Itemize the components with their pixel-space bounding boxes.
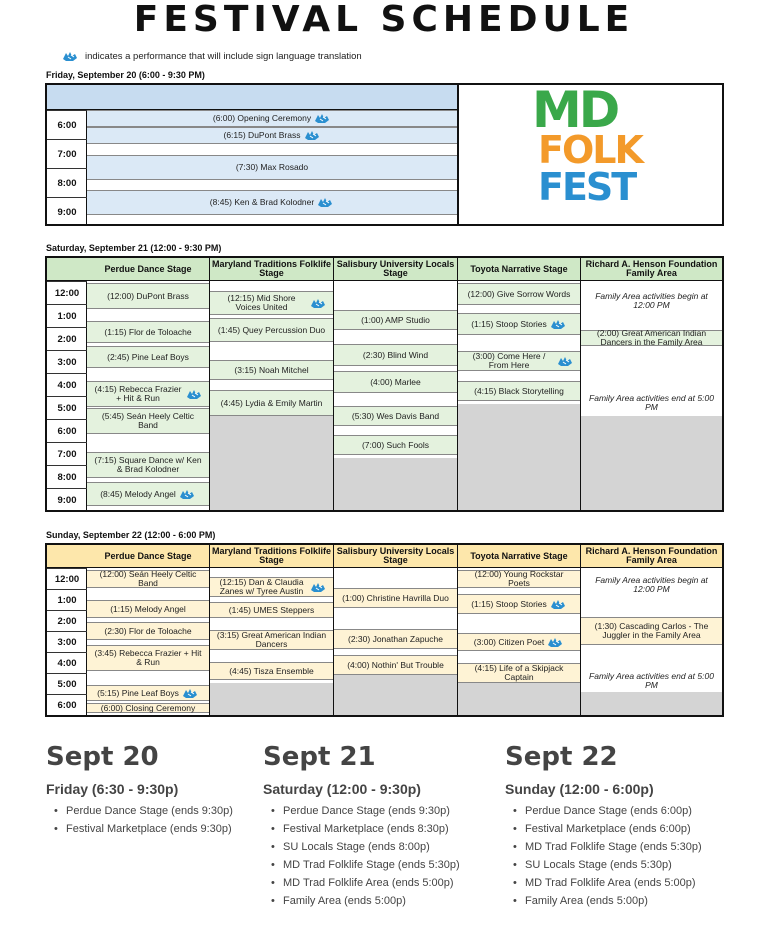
schedule-event: [87, 346, 209, 368]
time-label: 8:00: [47, 465, 87, 488]
event-title: (6:15) DuPont Brass: [223, 130, 301, 140]
event-title: Family Area activities end at 5:00 PM: [589, 671, 714, 690]
event-title: (2:30) Flor de Toloache: [104, 625, 192, 636]
event-title: (7:30) Max Rosado: [235, 162, 309, 172]
sign-language-icon: [304, 130, 321, 141]
schedule-event: [87, 645, 209, 671]
schedule-event: [210, 360, 333, 380]
schedule-event: [334, 310, 457, 330]
unscheduled-block: [581, 416, 722, 510]
schedule-event: [87, 381, 209, 407]
column-header: Richard A. Henson Foundation Family Area: [581, 258, 722, 281]
sign-language-icon: [550, 319, 567, 330]
event-title: (4:15) Life of a Skipjack Captain: [474, 663, 564, 682]
schedule-event: [581, 394, 722, 412]
schedule-event: [458, 663, 580, 683]
stage-column: [334, 258, 458, 510]
legend: [62, 51, 362, 62]
time-label: 7:00: [47, 442, 87, 465]
column-header: Salisbury University Locals Stage: [334, 258, 457, 281]
stage-column: [458, 258, 581, 510]
logo-text: MD: [532, 81, 618, 139]
unscheduled-block: [581, 692, 722, 715]
sign-language-icon: [186, 389, 203, 400]
list-item: • Perdue Dance Stage (ends 9:30p): [263, 802, 460, 820]
schedule-event: [87, 600, 209, 618]
schedule-event: [458, 313, 580, 335]
sign-language-icon: [182, 688, 199, 699]
schedule-event: [581, 574, 722, 596]
time-label: 6:00: [47, 694, 87, 715]
event-title: (1:45) UMES Steppers: [228, 604, 315, 615]
column-header: Toyota Narrative Stage: [458, 545, 580, 568]
schedule-event: [87, 155, 457, 180]
column-header: Perdue Dance Stage: [87, 258, 209, 281]
unscheduled-block: [458, 683, 580, 715]
event-title: (3:00) Citizen Poet: [473, 636, 545, 647]
event-title: (5:45) Seán Heely Celtic Band: [101, 411, 195, 430]
event-title: (4:00) Marlee: [370, 376, 421, 387]
summary-sept-21: [263, 740, 460, 910]
time-label: 4:00: [47, 373, 87, 396]
event-title: (12:00) DuPont Brass: [107, 290, 189, 301]
list-item: • MD Trad Folklife Area (ends 5:00p): [505, 874, 702, 892]
list-item: • Family Area (ends 5:00p): [263, 892, 460, 910]
schedule-event: [458, 570, 580, 588]
schedule-event: [334, 406, 457, 426]
logo-text: FEST: [538, 165, 636, 209]
summary-hours: Saturday (12:00 - 9:30p): [263, 781, 421, 797]
page-title: FESTIVAL SCHEDULE: [133, 0, 635, 40]
stage-column: [87, 258, 210, 510]
column-header: Richard A. Henson Foundation Family Area: [581, 545, 722, 568]
friday-schedule-grid: [45, 83, 724, 226]
column-header: Maryland Traditions Folklife Stage: [210, 258, 333, 281]
schedule-event: [87, 570, 209, 588]
column-header: Salisbury University Locals Stage: [334, 545, 457, 568]
event-title: (8:45) Ken & Brad Kolodner: [209, 197, 315, 207]
event-title: (2:30) Jonathan Zapuche: [348, 633, 443, 644]
summary-date: Sept 22: [505, 742, 618, 772]
schedule-event: [334, 588, 457, 608]
stage-column: [210, 545, 334, 715]
schedule-event: [334, 344, 457, 366]
schedule-event: [210, 662, 333, 680]
schedule-event: [87, 190, 457, 215]
event-title: (3:15) Noah Mitchel: [234, 364, 309, 375]
stage-column: [210, 258, 334, 510]
time-column: [47, 258, 87, 510]
schedule-event: [210, 630, 333, 650]
event-title: (6:00) Opening Ceremony: [212, 113, 312, 123]
schedule-event: [87, 127, 457, 144]
event-title: (5:15) Pine Leaf Boys: [97, 687, 179, 698]
time-label: 12:00: [47, 281, 87, 304]
event-title: (1:00) Christine Havrilla Duo: [342, 592, 449, 603]
schedule-event: [87, 622, 209, 640]
time-column: [47, 545, 87, 715]
event-title: (1:30) Cascading Carlos - The Juggler in the Family Area: [594, 621, 709, 640]
logo-text: FOLK: [538, 128, 642, 172]
schedule-event: [87, 703, 209, 713]
time-label: 2:00: [47, 610, 87, 631]
schedule-event: [210, 602, 333, 618]
event-title: (12:00) Give Sorrow Words: [467, 288, 571, 299]
list-item: • Family Area (ends 5:00p): [505, 892, 702, 910]
summary-sept-20: [46, 740, 233, 838]
list-item: • Perdue Dance Stage (ends 6:00p): [505, 802, 702, 820]
sunday-label: Sunday, September 22 (12:00 - 6:00 PM): [46, 530, 216, 540]
event-title: (1:15) Stoop Stories: [471, 598, 547, 609]
list-item: • MD Trad Folklife Area (ends 5:00p): [263, 874, 460, 892]
saturday-schedule-grid: [45, 256, 724, 512]
event-title: (1:15) Melody Angel: [110, 603, 186, 614]
sign-language-icon: [310, 298, 327, 309]
time-label: 5:00: [47, 396, 87, 419]
event-title: (3:00) Come Here / From Here: [472, 351, 546, 370]
time-label: 9:00: [47, 197, 87, 226]
unscheduled-block: [210, 412, 333, 510]
legend-text: indicates a performance that will include sign language translation: [85, 51, 362, 62]
sign-language-icon: [550, 599, 567, 610]
column-header: [87, 85, 457, 110]
time-label: 12:00: [47, 568, 87, 589]
schedule-event: [210, 318, 333, 342]
schedule-event: [458, 351, 580, 371]
event-title: (2:00) Great American Indian Dancers in the Family Area: [596, 328, 707, 347]
column-header: Toyota Narrative Stage: [458, 258, 580, 281]
sign-language-icon: [557, 356, 574, 367]
time-label: 9:00: [47, 488, 87, 511]
saturday-label: Saturday, September 21 (12:00 - 9:30 PM): [46, 243, 222, 253]
schedule-event: [87, 408, 209, 434]
unscheduled-block: [334, 671, 457, 715]
list-item: • SU Locals Stage (ends 8:00p): [263, 838, 460, 856]
schedule-event: [581, 291, 722, 311]
event-title: (12:00) Young Rockstar Poets: [474, 569, 564, 588]
event-title: (2:45) Pine Leaf Boys: [107, 351, 189, 362]
time-header: [47, 85, 87, 110]
event-title: (1:00) AMP Studio: [361, 314, 430, 325]
event-title: (4:15) Rebecca Frazier + Hit & Run: [94, 384, 182, 403]
schedule-event: [458, 381, 580, 401]
stage-column: [458, 545, 581, 715]
event-title: (5:30) Wes Davis Band: [351, 410, 440, 421]
summary-sept-22: [505, 740, 702, 910]
time-label: 8:00: [47, 168, 87, 197]
schedule-event: [87, 482, 209, 506]
unscheduled-block: [458, 404, 580, 510]
list-item: • MD Trad Folklife Stage (ends 5:30p): [505, 838, 702, 856]
event-title: (1:45) Quey Percussion Duo: [217, 324, 326, 335]
md-folk-fest-logo: [524, 81, 654, 217]
event-title: (3:45) Rebecca Frazier + Hit & Run: [94, 648, 202, 667]
schedule-event: [581, 617, 722, 645]
list-item: • SU Locals Stage (ends 5:30p): [505, 856, 702, 874]
event-title: (4:45) Lydia & Emily Martin: [220, 397, 323, 408]
event-title: (3:15) Great American Indian Dancers: [216, 630, 327, 649]
list-item: • Perdue Dance Stage (ends 9:30p): [46, 802, 233, 820]
stage-column: [334, 545, 458, 715]
schedule-event: [334, 435, 457, 455]
schedule-event: [334, 655, 457, 675]
stage-column: [581, 258, 722, 510]
schedule-event: [87, 452, 209, 478]
schedule-event: [87, 685, 209, 701]
column-header: Perdue Dance Stage: [87, 545, 209, 568]
unscheduled-block: [210, 683, 333, 715]
event-title: (2:30) Blind Wind: [362, 349, 429, 360]
event-title: (4:15) Black Storytelling: [474, 385, 564, 396]
schedule-event: [334, 371, 457, 393]
time-label: 6:00: [47, 419, 87, 442]
event-title: (12:00) Seán Heely Celtic Band: [99, 569, 197, 588]
summary-hours: Sunday (12:00 - 6:00p): [505, 781, 654, 797]
event-title: (4:00) Nothin' But Trouble: [347, 659, 444, 670]
event-title: Family Area activities end at 5:00 PM: [589, 393, 714, 412]
time-label: 4:00: [47, 652, 87, 673]
event-title: Family Area activities begin at 12:00 PM: [595, 291, 708, 310]
schedule-event: [210, 291, 333, 315]
time-label: 1:00: [47, 304, 87, 327]
event-title: (7:15) Square Dance w/ Ken & Brad Kolodner: [94, 455, 202, 474]
summary-hours: Friday (6:30 - 9:30p): [46, 781, 179, 797]
sign-language-icon: [317, 197, 334, 208]
sign-language-icon: [310, 582, 327, 593]
summary-list: [46, 802, 233, 838]
time-label: 6:00: [47, 110, 87, 139]
event-title: (6:00) Closing Ceremony: [100, 702, 196, 713]
schedule-event: [210, 390, 333, 416]
time-header: [47, 545, 87, 568]
list-item: • Festival Marketplace (ends 6:00p): [505, 820, 702, 838]
summary-date: Sept 21: [263, 742, 376, 772]
sunday-schedule-grid: [45, 543, 724, 717]
column-header: Maryland Traditions Folklife Stage: [210, 545, 333, 568]
schedule-event: [458, 633, 580, 651]
summary-date: Sept 20: [46, 742, 159, 772]
time-label: 3:00: [47, 350, 87, 373]
stage-column: [87, 545, 210, 715]
time-header: [47, 258, 87, 281]
friday-stage-column: [87, 85, 458, 224]
summary-list: [505, 802, 702, 910]
sign-language-icon: [547, 637, 564, 648]
list-item: • MD Trad Folklife Stage (ends 5:30p): [263, 856, 460, 874]
sign-language-icon: [179, 489, 196, 500]
event-title: Family Area activities begin at 12:00 PM: [595, 575, 708, 594]
schedule-event: [87, 283, 209, 309]
summary-list: [263, 802, 460, 910]
list-item: • Festival Marketplace (ends 8:30p): [263, 820, 460, 838]
event-title: (4:45) Tisza Ensemble: [229, 665, 314, 676]
time-label: 7:00: [47, 139, 87, 168]
schedule-event: [87, 110, 457, 127]
schedule-event: [334, 629, 457, 649]
event-title: (7:00) Such Fools: [361, 439, 430, 450]
schedule-event: [581, 330, 722, 346]
time-column: [47, 85, 87, 224]
schedule-event: [210, 577, 333, 597]
schedule-event: [581, 671, 722, 691]
sign-language-icon: [62, 51, 79, 62]
schedule-event: [458, 594, 580, 614]
stage-column: [581, 545, 722, 715]
schedule-event: [458, 283, 580, 305]
event-title: (12:15) Dan & Claudia Zanes w/ Tyree Austin: [219, 577, 304, 596]
event-title: (1:15) Flor de Toloache: [104, 326, 192, 337]
time-label: 3:00: [47, 631, 87, 652]
event-title: (8:45) Melody Angel: [100, 488, 176, 499]
friday-label: Friday, September 20 (6:00 - 9:30 PM): [46, 70, 205, 80]
sign-language-icon: [314, 113, 331, 124]
time-label: 5:00: [47, 673, 87, 694]
time-label: 2:00: [47, 327, 87, 350]
time-label: 1:00: [47, 589, 87, 610]
unscheduled-block: [334, 458, 457, 510]
event-title: (12:15) Mid Shore Voices United: [227, 293, 296, 312]
column-divider: [458, 85, 459, 224]
schedule-event: [87, 321, 209, 343]
event-title: (1:15) Stoop Stories: [471, 318, 547, 329]
list-item: • Festival Marketplace (ends 9:30p): [46, 820, 233, 838]
